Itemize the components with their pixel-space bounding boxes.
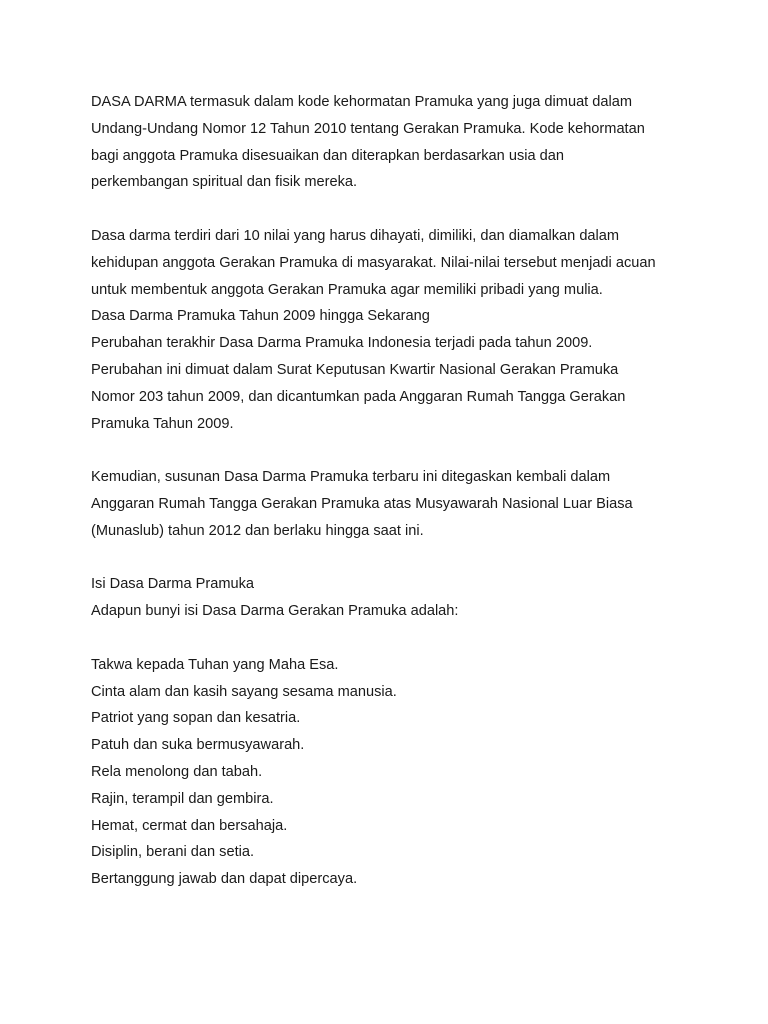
- text-line: untuk membentuk anggota Gerakan Pramuka agar memiliki pribadi yang mulia.: [91, 281, 603, 298]
- text-line: perkembangan spiritual dan fisik mereka.: [91, 174, 358, 191]
- list-item: Patriot yang sopan dan kesatria.: [91, 710, 301, 727]
- list-item: Patuh dan suka bermusyawarah.: [91, 737, 305, 754]
- paragraph-intro: [91, 89, 691, 196]
- text-line: kehidupan anggota Gerakan Pramuka di masyarakat. Nilai-nilai tersebut menjadi acuan: [91, 254, 656, 271]
- list-item: Hemat, cermat dan bersahaja.: [91, 817, 288, 834]
- paragraph-gap: [91, 625, 691, 652]
- paragraph-gap: [91, 196, 691, 223]
- paragraph-gap: [91, 437, 691, 464]
- paragraph-munaslub: [91, 464, 691, 544]
- text-line: Perubahan terakhir Dasa Darma Pramuka Indonesia terjadi pada tahun 2009.: [91, 335, 593, 352]
- section-heading-2009: Dasa Darma Pramuka Tahun 2009 hingga Sekarang: [91, 308, 430, 325]
- list-item: Rela menolong dan tabah.: [91, 763, 263, 780]
- list-item: Rajin, terampil dan gembira.: [91, 790, 274, 807]
- text-line: Perubahan ini dimuat dalam Surat Keputusan Kwartir Nasional Gerakan Pramuka: [91, 361, 619, 378]
- text-line: DASA DARMA termasuk dalam kode kehormatan Pramuka yang juga dimuat dalam: [91, 94, 633, 110]
- list-item: Takwa kepada Tuhan yang Maha Esa.: [91, 656, 339, 673]
- text-line: Kemudian, susunan Dasa Darma Pramuka terbaru ini ditegaskan kembali dalam: [91, 469, 611, 486]
- paragraph-isi-heading: [91, 571, 691, 625]
- list-item: Cinta alam dan kasih sayang sesama manusia.: [91, 683, 397, 700]
- text-line: bagi anggota Pramuka disesuaikan dan diterapkan berdasarkan usia dan: [91, 147, 564, 164]
- text-line: Undang-Undang Nomor 12 Tahun 2010 tentang Gerakan Pramuka. Kode kehormatan: [91, 120, 645, 137]
- text-line: Nomor 203 tahun 2009, dan dicantumkan pada Anggaran Rumah Tangga Gerakan: [91, 388, 626, 405]
- text-line: Dasa darma terdiri dari 10 nilai yang harus dihayati, dimiliki, dan diamalkan dalam: [91, 227, 620, 244]
- list-item: Disiplin, berani dan setia.: [91, 844, 255, 861]
- text-line: Pramuka Tahun 2009.: [91, 415, 234, 432]
- dasa-darma-list: [91, 652, 691, 893]
- paragraph-gap: [91, 545, 691, 572]
- paragraph-dasa-darma-description: [91, 223, 691, 437]
- text-line: (Munaslub) tahun 2012 dan berlaku hingga saat ini.: [91, 522, 424, 539]
- section-heading-isi: Isi Dasa Darma Pramuka: [91, 576, 255, 593]
- text-line: Anggaran Rumah Tangga Gerakan Pramuka atas Musyawarah Nasional Luar Biasa: [91, 495, 633, 512]
- text-line: Adapun bunyi isi Dasa Darma Gerakan Pramuka adalah:: [91, 603, 459, 620]
- document-page: [91, 89, 691, 893]
- list-item: Bertanggung jawab dan dapat dipercaya.: [91, 871, 358, 888]
